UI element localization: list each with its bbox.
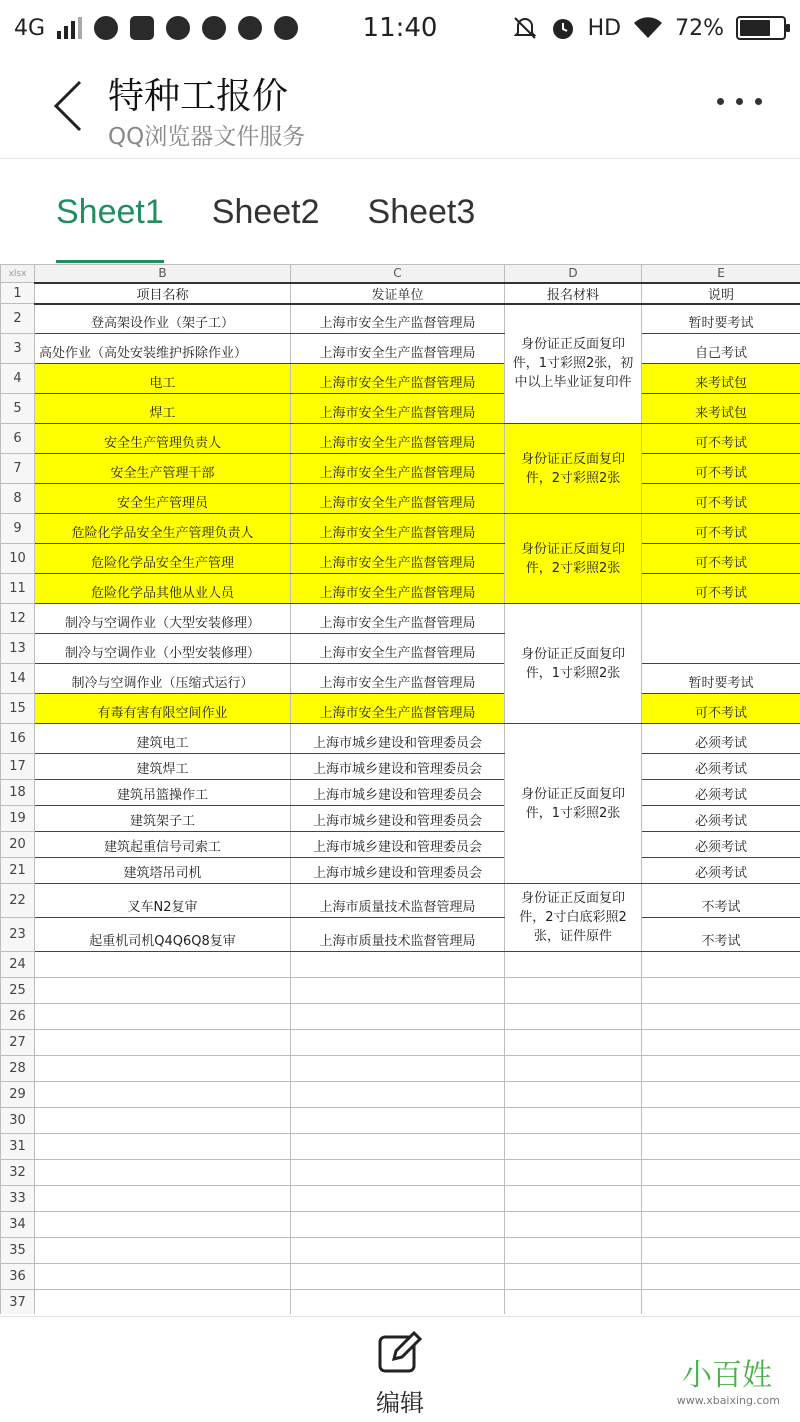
empty-cell[interactable] <box>35 1082 291 1108</box>
more-options-icon[interactable] <box>717 98 762 105</box>
watermark-url: www.xbaixing.com <box>676 1394 780 1407</box>
cell-item-name[interactable]: 安全生产管理员 <box>35 484 291 514</box>
battery-percent: 72% <box>675 15 724 41</box>
page-subtitle: QQ浏览器文件服务 <box>108 124 306 150</box>
empty-cell[interactable] <box>35 952 291 978</box>
cell-issuer[interactable]: 上海市城乡建设和管理委员会 <box>291 754 505 780</box>
sheet-tabs <box>0 159 800 263</box>
row-number[interactable]: 18 <box>1 780 35 806</box>
row-number[interactable]: 31 <box>1 1134 35 1160</box>
cell-note[interactable]: 不考试 <box>642 918 800 952</box>
row-number[interactable]: 4 <box>1 364 35 394</box>
browser-notification-icon <box>94 16 118 40</box>
empty-cell[interactable] <box>35 1030 291 1056</box>
empty-cell[interactable] <box>505 1004 642 1030</box>
empty-cell[interactable] <box>35 978 291 1004</box>
empty-cell[interactable] <box>35 1004 291 1030</box>
cell-note[interactable]: 来考试包 <box>642 394 800 424</box>
row-number[interactable]: 34 <box>1 1212 35 1238</box>
cell-note[interactable]: 可不考试 <box>642 484 800 514</box>
cell-note[interactable]: 暂时要考试 <box>642 664 800 694</box>
cell-materials[interactable]: 身份证正反面复印件，2寸白底彩照2张，证件原件 <box>505 884 642 952</box>
row-number[interactable]: 37 <box>1 1290 35 1315</box>
cell-item-name[interactable]: 安全生产管理干部 <box>35 454 291 484</box>
cell-materials[interactable]: 身份证正反面复印件，2寸彩照2张 <box>505 514 642 604</box>
empty-cell[interactable] <box>291 1238 505 1264</box>
cell-issuer[interactable]: 上海市安全生产监督管理局 <box>291 604 505 634</box>
cell-item-name[interactable]: 制冷与空调作业（压缩式运行） <box>35 664 291 694</box>
empty-cell[interactable] <box>505 952 642 978</box>
cell-item-name[interactable]: 高处作业（高处安装维护拆除作业） <box>35 334 291 364</box>
row-number[interactable]: 13 <box>1 634 35 664</box>
cell-issuer[interactable]: 上海市安全生产监督管理局 <box>291 484 505 514</box>
qq-browser-notification-icon <box>238 16 262 40</box>
cell-note[interactable]: 必须考试 <box>642 780 800 806</box>
empty-cell[interactable] <box>642 1238 800 1264</box>
row-number[interactable]: 27 <box>1 1030 35 1056</box>
column-header-c[interactable]: C <box>291 265 505 283</box>
cell-issuer[interactable]: 上海市城乡建设和管理委员会 <box>291 806 505 832</box>
network-type: 4G <box>14 15 46 41</box>
empty-cell[interactable] <box>291 1082 505 1108</box>
empty-cell[interactable] <box>291 1056 505 1082</box>
cell-note[interactable]: 可不考试 <box>642 514 800 544</box>
tab-sheet1[interactable]: Sheet1 <box>56 159 164 263</box>
cell-issuer[interactable]: 上海市安全生产监督管理局 <box>291 694 505 724</box>
tab-sheet2[interactable]: Sheet2 <box>211 193 320 231</box>
cell-materials[interactable]: 身份证正反面复印件，1寸彩照2张，初中以上毕业证复印件 <box>505 304 642 424</box>
row-number[interactable]: 9 <box>1 514 35 544</box>
cell-issuer[interactable]: 上海市质量技术监督管理局 <box>291 918 505 952</box>
header-cell-b[interactable]: 项目名称 <box>35 283 291 304</box>
empty-cell[interactable] <box>642 1004 800 1030</box>
mute-bell-icon <box>512 15 538 41</box>
empty-cell[interactable] <box>642 1212 800 1238</box>
empty-cell[interactable] <box>505 978 642 1004</box>
back-arrow-icon[interactable] <box>48 78 88 134</box>
row-number[interactable]: 5 <box>1 394 35 424</box>
cell-item-name[interactable]: 危险化学品安全生产管理 <box>35 544 291 574</box>
spreadsheet-grid <box>0 264 800 1314</box>
empty-cell[interactable] <box>642 1082 800 1108</box>
cell-note[interactable]: 可不考试 <box>642 454 800 484</box>
watermark <box>658 1350 788 1410</box>
row-number[interactable]: 7 <box>1 454 35 484</box>
empty-cell[interactable] <box>505 1186 642 1212</box>
cell-item-name[interactable]: 登高架设作业（架子工） <box>35 304 291 334</box>
cell-issuer[interactable]: 上海市城乡建设和管理委员会 <box>291 832 505 858</box>
cell-materials[interactable]: 身份证正反面复印件，1寸彩照2张 <box>505 724 642 884</box>
empty-cell[interactable] <box>35 1160 291 1186</box>
row-number[interactable]: 21 <box>1 858 35 884</box>
empty-cell[interactable] <box>291 1134 505 1160</box>
row-number[interactable]: 29 <box>1 1082 35 1108</box>
row-number[interactable]: 24 <box>1 952 35 978</box>
cell-issuer[interactable]: 上海市安全生产监督管理局 <box>291 304 505 334</box>
header-cell-d[interactable]: 报名材料 <box>505 283 642 304</box>
row-number[interactable]: 12 <box>1 604 35 634</box>
empty-cell[interactable] <box>642 1108 800 1134</box>
cell-note[interactable]: 暂时要考试 <box>642 304 800 334</box>
cell-note[interactable]: 必须考试 <box>642 754 800 780</box>
row-number[interactable]: 33 <box>1 1186 35 1212</box>
empty-cell[interactable] <box>291 952 505 978</box>
cell-issuer[interactable]: 上海市城乡建设和管理委员会 <box>291 780 505 806</box>
row-number[interactable]: 6 <box>1 424 35 454</box>
empty-cell[interactable] <box>505 1160 642 1186</box>
cell-note[interactable]: 必须考试 <box>642 724 800 754</box>
row-number[interactable]: 36 <box>1 1264 35 1290</box>
battery-icon <box>736 16 786 40</box>
cell-item-name[interactable]: 安全生产管理负责人 <box>35 424 291 454</box>
empty-cell[interactable] <box>291 1160 505 1186</box>
cell-item-name[interactable]: 叉车N2复审 <box>35 884 291 918</box>
row-number[interactable]: 2 <box>1 304 35 334</box>
empty-cell[interactable] <box>291 1264 505 1290</box>
cell-issuer[interactable]: 上海市安全生产监督管理局 <box>291 364 505 394</box>
empty-cell[interactable] <box>291 1108 505 1134</box>
empty-cell[interactable] <box>291 1290 505 1315</box>
status-bar <box>0 0 800 56</box>
empty-cell[interactable] <box>642 1056 800 1082</box>
page-title: 特种工报价 <box>108 76 289 117</box>
cell-item-name[interactable]: 电工 <box>35 364 291 394</box>
row-number[interactable]: 30 <box>1 1108 35 1134</box>
column-header-b[interactable]: B <box>35 265 291 283</box>
row-number[interactable]: 22 <box>1 884 35 918</box>
spreadsheet-view[interactable] <box>0 264 800 1314</box>
row-number[interactable]: 23 <box>1 918 35 952</box>
row-number[interactable]: 15 <box>1 694 35 724</box>
cell-materials[interactable]: 身份证正反面复印件，2寸彩照2张 <box>505 424 642 514</box>
empty-cell[interactable] <box>291 978 505 1004</box>
cell-item-name[interactable]: 起重机司机Q4Q6Q8复审 <box>35 918 291 952</box>
cell-note[interactable]: 必须考试 <box>642 806 800 832</box>
cell-item-name[interactable]: 危险化学品其他从业人员 <box>35 574 291 604</box>
empty-cell[interactable] <box>505 1290 642 1315</box>
row-number[interactable]: 3 <box>1 334 35 364</box>
column-header-d[interactable]: D <box>505 265 642 283</box>
wifi-icon <box>633 16 663 40</box>
alarm-icon <box>550 15 576 41</box>
empty-cell[interactable] <box>35 1134 291 1160</box>
cell-materials[interactable]: 身份证正反面复印件，1寸彩照2张 <box>505 604 642 724</box>
empty-cell[interactable] <box>291 1030 505 1056</box>
empty-cell[interactable] <box>642 1264 800 1290</box>
empty-cell[interactable] <box>291 1004 505 1030</box>
empty-cell[interactable] <box>642 1160 800 1186</box>
cell-item-name[interactable]: 建筑塔吊司机 <box>35 858 291 884</box>
corner-cell[interactable]: xlsx <box>1 265 35 283</box>
empty-cell[interactable] <box>505 1056 642 1082</box>
cell-item-name[interactable]: 有毒有害有限空间作业 <box>35 694 291 724</box>
empty-cell[interactable] <box>505 1212 642 1238</box>
empty-cell[interactable] <box>505 1238 642 1264</box>
cell-note[interactable]: 不考试 <box>642 884 800 918</box>
cell-issuer[interactable]: 上海市安全生产监督管理局 <box>291 454 505 484</box>
empty-cell[interactable] <box>642 952 800 978</box>
cell-note[interactable]: 可不考试 <box>642 574 800 604</box>
cell-note[interactable]: 可不考试 <box>642 544 800 574</box>
empty-cell[interactable] <box>505 1082 642 1108</box>
cell-item-name[interactable]: 建筑焊工 <box>35 754 291 780</box>
cell-item-name[interactable]: 建筑起重信号司索工 <box>35 832 291 858</box>
cell-issuer[interactable]: 上海市城乡建设和管理委员会 <box>291 858 505 884</box>
cell-issuer[interactable]: 上海市安全生产监督管理局 <box>291 514 505 544</box>
row-number[interactable]: 28 <box>1 1056 35 1082</box>
row-number[interactable]: 11 <box>1 574 35 604</box>
row-number[interactable]: 16 <box>1 724 35 754</box>
row-number[interactable]: 17 <box>1 754 35 780</box>
header-cell-c[interactable]: 发证单位 <box>291 283 505 304</box>
cell-note[interactable]: 来考试包 <box>642 364 800 394</box>
header-cell-e[interactable]: 说明 <box>642 283 800 304</box>
watermark-logo: 小百姓 <box>682 1358 772 1393</box>
cell-item-name[interactable]: 建筑架子工 <box>35 806 291 832</box>
empty-cell[interactable] <box>35 1108 291 1134</box>
cell-issuer[interactable]: 上海市安全生产监督管理局 <box>291 424 505 454</box>
empty-cell[interactable] <box>505 1134 642 1160</box>
empty-cell[interactable] <box>642 1290 800 1315</box>
row-number[interactable]: 35 <box>1 1238 35 1264</box>
cell-note[interactable]: 自己考试 <box>642 334 800 364</box>
row-number[interactable]: 10 <box>1 544 35 574</box>
cell-item-name[interactable]: 建筑电工 <box>35 724 291 754</box>
tab-sheet3[interactable]: Sheet3 <box>367 193 476 231</box>
edit-icon[interactable] <box>376 1329 424 1377</box>
cell-item-name[interactable]: 制冷与空调作业（大型安装修理） <box>35 604 291 634</box>
row-number[interactable]: 26 <box>1 1004 35 1030</box>
cell-issuer[interactable]: 上海市安全生产监督管理局 <box>291 394 505 424</box>
empty-cell[interactable] <box>35 1056 291 1082</box>
cell-item-name[interactable]: 焊工 <box>35 394 291 424</box>
edit-button-label[interactable]: 编辑 <box>376 1389 424 1417</box>
cell-note[interactable] <box>642 604 800 664</box>
empty-cell[interactable] <box>35 1290 291 1315</box>
cell-item-name[interactable]: 危险化学品安全生产管理负责人 <box>35 514 291 544</box>
cell-issuer[interactable]: 上海市安全生产监督管理局 <box>291 544 505 574</box>
empty-cell[interactable] <box>505 1030 642 1056</box>
app-notification-icon <box>130 16 154 40</box>
empty-cell[interactable] <box>35 1212 291 1238</box>
row-number[interactable]: 8 <box>1 484 35 514</box>
empty-cell[interactable] <box>291 1212 505 1238</box>
cell-issuer[interactable]: 上海市安全生产监督管理局 <box>291 664 505 694</box>
row-number[interactable]: 32 <box>1 1160 35 1186</box>
cell-issuer[interactable]: 上海市安全生产监督管理局 <box>291 634 505 664</box>
empty-cell[interactable] <box>35 1238 291 1264</box>
clock: 11:40 <box>362 13 438 43</box>
qq-notification-icon <box>166 16 190 40</box>
cell-issuer[interactable]: 上海市安全生产监督管理局 <box>291 574 505 604</box>
wechat-notification-icon-2 <box>274 16 298 40</box>
empty-cell[interactable] <box>642 978 800 1004</box>
cell-item-name[interactable]: 建筑吊篮操作工 <box>35 780 291 806</box>
cell-note[interactable]: 必须考试 <box>642 832 800 858</box>
hd-indicator: HD <box>587 15 622 41</box>
column-header-e[interactable]: E <box>642 265 800 283</box>
cell-issuer[interactable]: 上海市城乡建设和管理委员会 <box>291 724 505 754</box>
row-number[interactable]: 19 <box>1 806 35 832</box>
cell-note[interactable]: 必须考试 <box>642 858 800 884</box>
app-header <box>0 56 800 158</box>
row-number[interactable]: 20 <box>1 832 35 858</box>
empty-cell[interactable] <box>642 1134 800 1160</box>
row-number[interactable]: 14 <box>1 664 35 694</box>
empty-cell[interactable] <box>35 1264 291 1290</box>
cell-note[interactable]: 可不考试 <box>642 694 800 724</box>
empty-cell[interactable] <box>35 1186 291 1212</box>
wechat-notification-icon <box>202 16 226 40</box>
empty-cell[interactable] <box>505 1264 642 1290</box>
cell-issuer[interactable]: 上海市安全生产监督管理局 <box>291 334 505 364</box>
row-number[interactable]: 1 <box>1 283 35 304</box>
empty-cell[interactable] <box>642 1186 800 1212</box>
cell-item-name[interactable]: 制冷与空调作业（小型安装修理） <box>35 634 291 664</box>
row-number[interactable]: 25 <box>1 978 35 1004</box>
empty-cell[interactable] <box>642 1030 800 1056</box>
cell-issuer[interactable]: 上海市质量技术监督管理局 <box>291 884 505 918</box>
signal-icon <box>57 17 82 39</box>
empty-cell[interactable] <box>291 1186 505 1212</box>
empty-cell[interactable] <box>505 1108 642 1134</box>
cell-note[interactable]: 可不考试 <box>642 424 800 454</box>
